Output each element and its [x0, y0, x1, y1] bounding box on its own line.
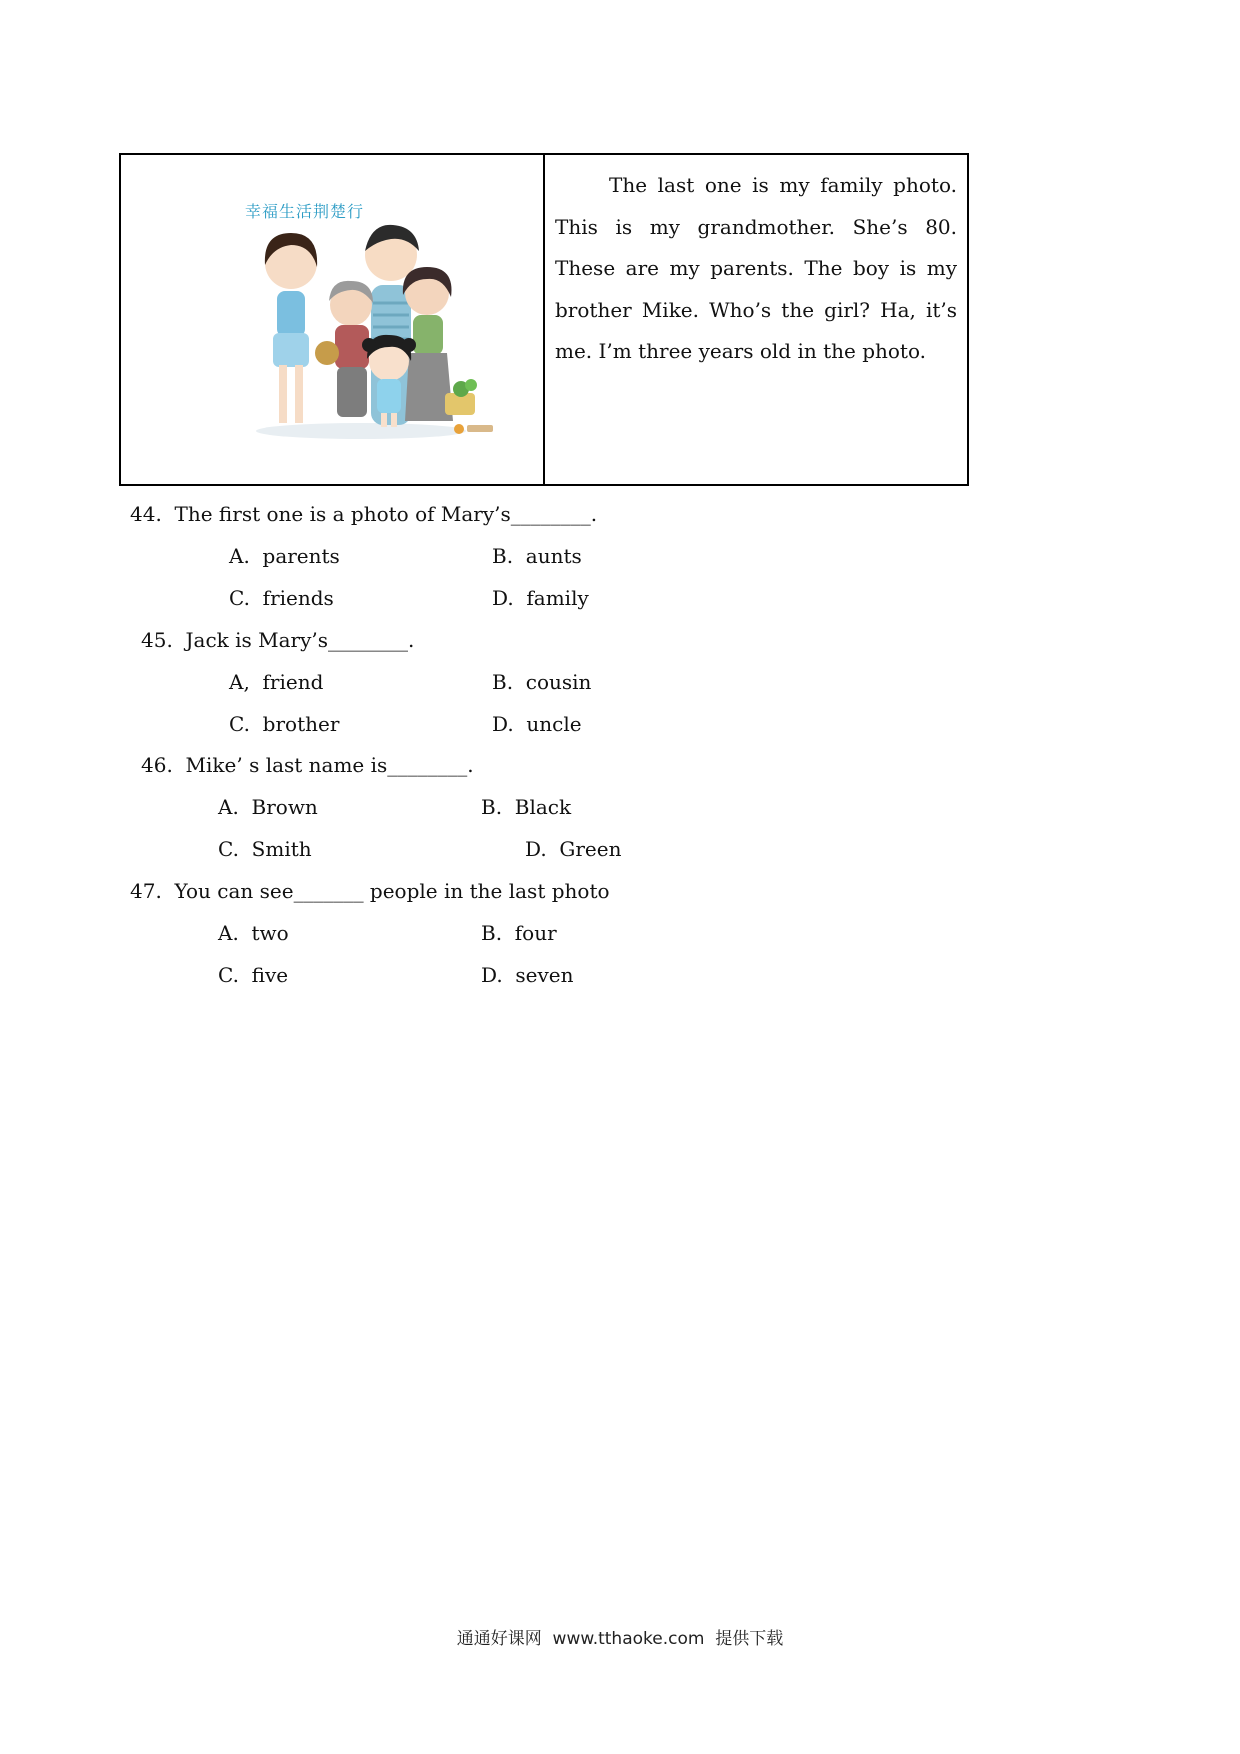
page-footer: 通通好课网 www.tthaoke.com 提供下载 [456, 1629, 784, 1649]
question-45-option-a[interactable]: A, friend [229, 670, 324, 694]
question-44-option-d[interactable]: D. family [492, 586, 589, 610]
question-45-option-d[interactable]: D. uncle [492, 712, 582, 736]
question-46-option-a[interactable]: A. Brown [218, 795, 318, 819]
question-47-stem: 47. You can see_______ people in the last photo [130, 879, 610, 903]
question-47-option-b[interactable]: B. four [481, 921, 557, 945]
question-45-option-b[interactable]: B. cousin [492, 670, 592, 694]
question-46-option-b[interactable]: B. Black [481, 795, 572, 819]
illustration-caption: 幸福生活荆楚行 [245, 202, 365, 221]
question-44-stem: 44. The first one is a photo of Mary’s________. [130, 502, 598, 526]
passage-text: The last one is my family photo. This is my grandmother. She’s 80. These are my parents. The boy is my brother Mike. Who’s the girl? Ha, it’s me. I’m three years old in the photo. [555, 173, 957, 363]
question-44-option-a[interactable]: A. parents [229, 544, 340, 568]
question-46-option-c[interactable]: C. Smith [218, 837, 312, 861]
question-47-option-a[interactable]: A. two [218, 921, 289, 945]
question-44-option-b[interactable]: B. aunts [492, 544, 582, 568]
question-45-stem: 45. Jack is Mary’s________. [141, 628, 415, 652]
question-46-stem: 46. Mike’ s last name is________. [141, 753, 474, 777]
question-47-option-c[interactable]: C. five [218, 963, 289, 987]
question-44-option-c[interactable]: C. friends [229, 586, 334, 610]
family-illustration-image [231, 193, 501, 443]
question-47-option-d[interactable]: D. seven [481, 963, 574, 987]
passage-table [119, 153, 969, 486]
question-45-option-c[interactable]: C. brother [229, 712, 340, 736]
passage-cell [545, 155, 967, 484]
illustration-cell [121, 155, 545, 484]
question-46-option-d[interactable]: D. Green [525, 837, 622, 861]
